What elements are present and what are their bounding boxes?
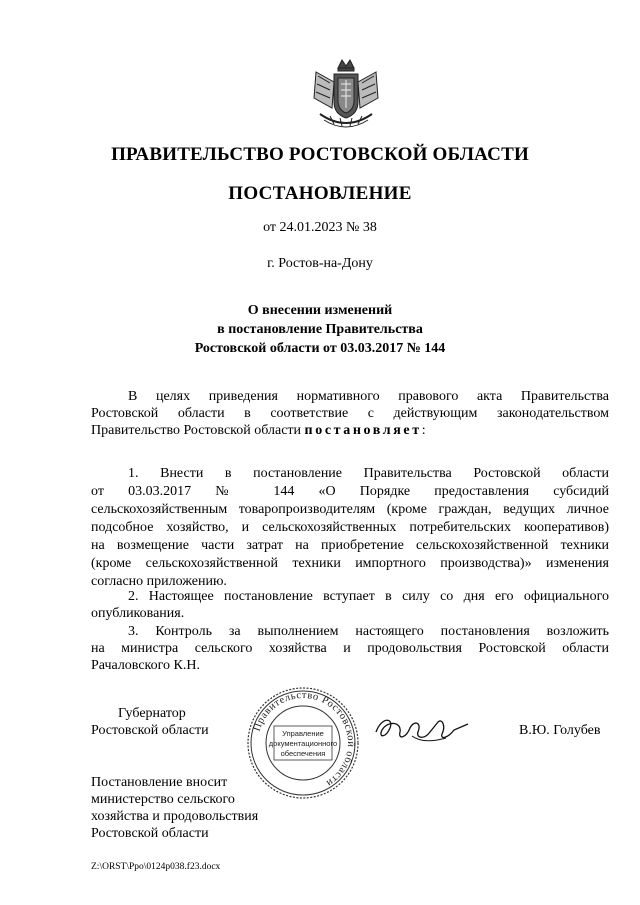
item-3-line: на министра сельского хозяйства и продовольствия Ростовской области [91,641,609,656]
stamp-center-line: документационного [268,739,338,748]
document-city: г. Ростов-на-Дону [267,256,373,271]
preamble-colon: : [421,423,426,438]
preamble-keyword: постановляет [304,423,422,438]
item-1-line: от 03.03.2017 № 144 «О Порядке предоставления субсидий [91,484,609,499]
document-type-heading: ПОСТАНОВЛЕНИЕ [228,183,412,204]
item-1-line: 1. Внести в постановление Правительства Ростовской области [128,466,609,481]
introduced-by-line: министерство сельского [91,792,235,807]
stamp-center-line: обеспечения [280,749,326,758]
document-date-number: от 24.01.2023 № 38 [263,220,377,235]
introduced-by-line: Ростовской области [91,826,209,841]
item-3-line: Рачаловского К.Н. [91,658,200,673]
preamble-line: В целях приведения нормативного правового акта Правительства [128,389,609,404]
item-1-line: согласно приложению. [91,574,227,589]
signer-region: Ростовской области [91,723,209,738]
item-3-line: 3. Контроль за выполнением настоящего постановления возложить [128,624,609,639]
introduced-by-line: Постановление вносит [91,775,228,790]
handwritten-signature [372,712,480,748]
item-1-line: сельскохозяйственным товаропроизводителям (кроме граждан, ведущих личное [91,502,609,517]
coat-of-arms-emblem [310,58,382,132]
subject-line: О внесении изменений [247,303,393,318]
item-2-line: опубликования. [91,606,185,621]
item-1-line: подсобное хозяйство, и сельскохозяйственных потребительских кооперативов) [91,520,609,535]
file-path: Z:\ORST\Ppo\0124p038.f23.docx [91,862,221,872]
item-1-line: (кроме сельскохозяйственной техники импортного производства)» изменения [91,556,609,571]
official-stamp [246,686,360,800]
signer-title: Губернатор [118,706,186,721]
item-2-line: 2. Настоящее постановление вступает в силу со дня его официального [128,589,609,604]
stamp-center-line: Управление [282,729,324,738]
government-title: ПРАВИТЕЛЬСТВО РОСТОВСКОЙ ОБЛАСТИ [111,144,529,165]
preamble-line-3 [91,422,609,440]
subject-line: в постановление Правительства [217,322,423,337]
introduced-by-line: хозяйства и продовольствия [91,809,259,824]
signer-name: В.Ю. Голубев [519,723,601,738]
stamp-ring-text: Правительство Ростовской области [251,689,357,789]
preamble-text: Правительство Ростовской области [91,423,302,438]
subject-line: Ростовской области от 03.03.2017 № 144 [194,341,446,356]
preamble-line: Ростовской области в соответствие с действующим законодательством [91,406,609,421]
item-1-line: на возмещение части затрат на приобретение сельскохозяйственной техники [91,538,609,553]
